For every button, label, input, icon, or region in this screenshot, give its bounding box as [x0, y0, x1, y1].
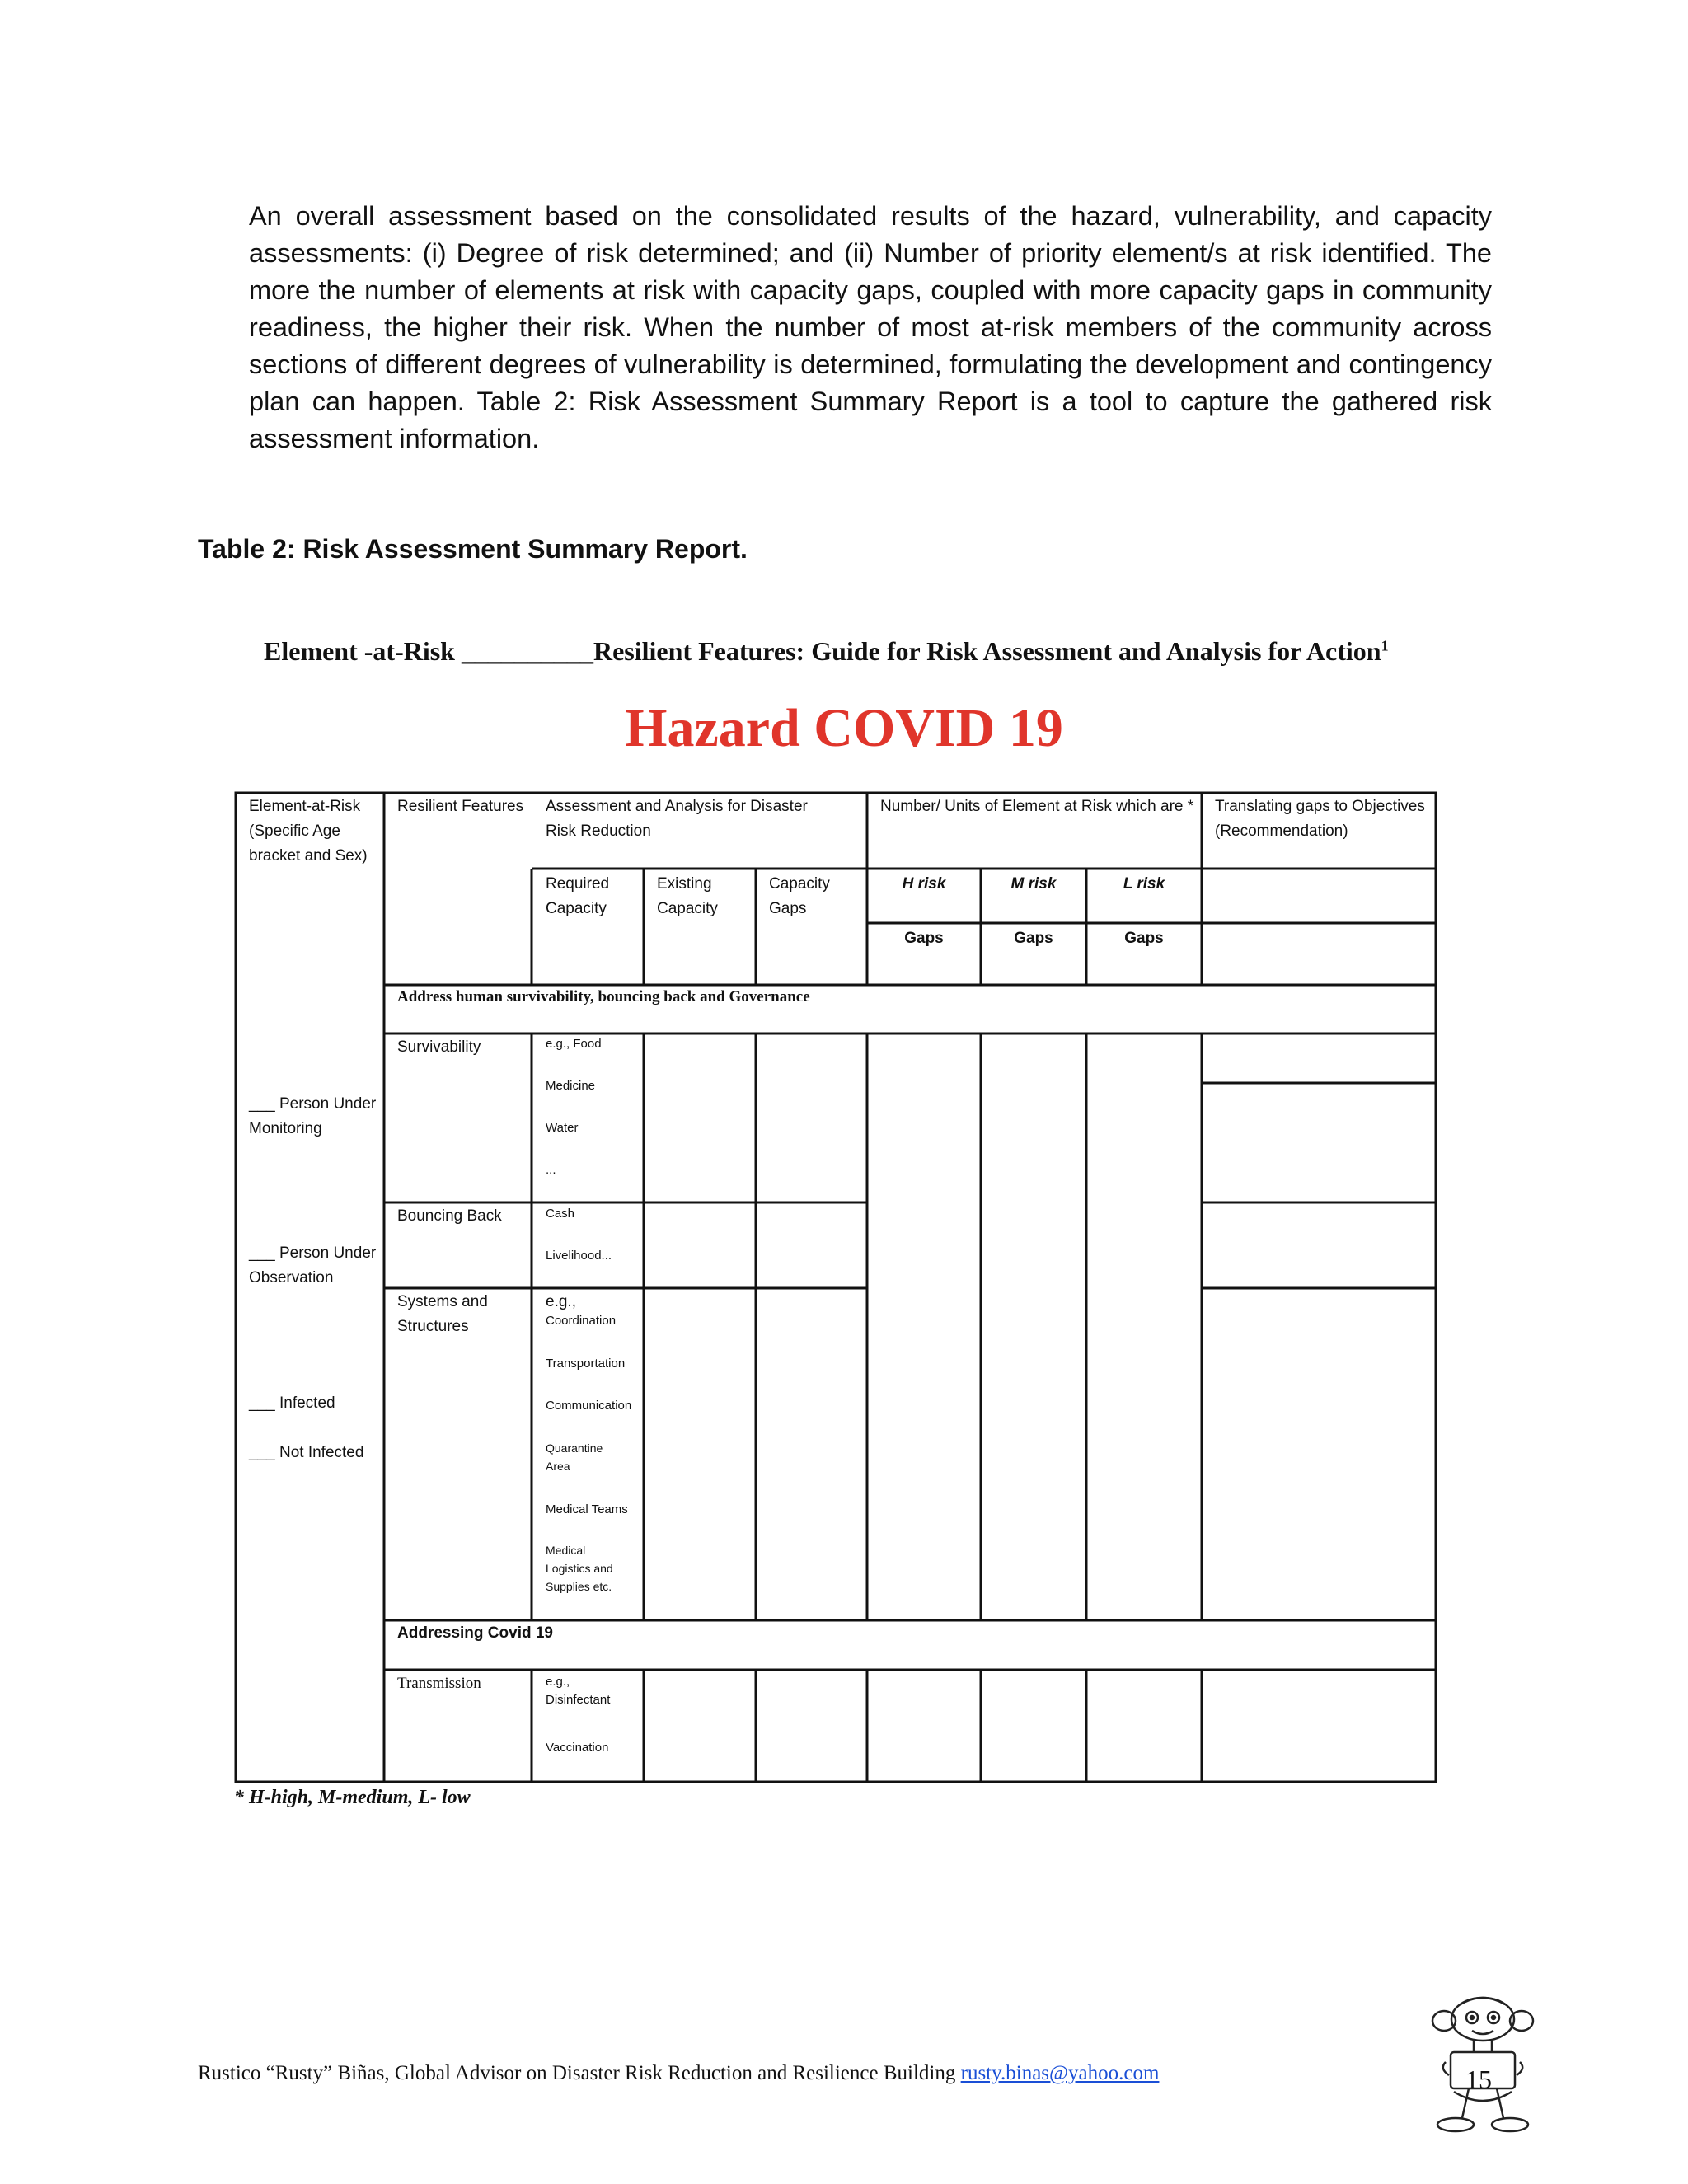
guide-footnote-mark: 1	[1381, 637, 1389, 654]
footer-text: Rustico “Rusty” Biñas, Global Advisor on Disaster Risk Reduction and Resilience Building	[198, 2062, 961, 2084]
survivability-item-medicine: Medicine	[546, 1079, 596, 1093]
header-number-units: Number/ Units of Element at Risk which are *	[880, 798, 1194, 815]
header-translating-gaps: Translating gaps to Objectives (Recommendation)	[1215, 798, 1425, 840]
element-person-under-monitoring: ___ Person Under Monitoring	[249, 1095, 377, 1137]
header-element-at-risk: Element-at-Risk (Specific Age bracket and Sex)	[249, 798, 368, 865]
intro-paragraph: An overall assessment based on the consolidated results of the hazard, vulnerability, and capacity assessments: (i) Degree of risk determined; and (ii) Number of priority element/s at risk identified. The more the number of elements at risk with capacity gaps, coupled with more capacity gaps in community readiness, the higher their risk. When the number of most at-risk members of the community across sections of different degrees of vulnerability is determined, formulating the development and contingency plan can happen. Table 2: Risk Assessment Summary Report is a tool to capture the gathered risk assessment information.	[249, 201, 1492, 453]
feature-systems-structures: Systems and Structures	[397, 1293, 488, 1335]
systems-item-medical-teams: Medical Teams	[546, 1502, 628, 1516]
header-required-capacity: Required Capacity	[546, 875, 610, 917]
page-number: 15	[1465, 2064, 1492, 2094]
feature-transmission: Transmission	[397, 1675, 481, 1692]
header-gaps-l: Gaps	[1124, 930, 1164, 947]
element-person-under-observation: ___ Person Under Observation	[249, 1244, 377, 1286]
element-not-infected: ___ Not Infected	[249, 1444, 364, 1461]
section-header-covid: Addressing Covid 19	[397, 1624, 553, 1642]
systems-item-coordination: Coordination	[546, 1314, 617, 1328]
header-h-risk: H risk	[902, 875, 946, 893]
bouncing-item-cash: Cash	[546, 1207, 575, 1221]
header-assessment: Assessment and Analysis for Disaster Risk Reduction	[546, 798, 808, 840]
survivability-item-more: ...	[546, 1163, 556, 1177]
systems-item-quarantine-area: Quarantine Area	[546, 1441, 603, 1473]
footer-email-link[interactable]: rusty.binas@yahoo.com	[960, 2062, 1160, 2084]
feature-survivability: Survivability	[397, 1038, 481, 1056]
systems-eg: e.g.,	[546, 1293, 576, 1310]
header-resilient-features: Resilient Features	[397, 798, 524, 815]
table-caption: Table 2: Risk Assessment Summary Report.	[198, 534, 748, 564]
page-footer	[198, 2062, 1159, 2085]
transmission-item-disinfectant: e.g., Disinfectant	[546, 1675, 611, 1707]
guide-title-text: Element -at-Risk __________Resilient Features: Guide for Risk Assessment and Analysis for Action	[264, 636, 1381, 666]
bouncing-item-livelihood: Livelihood...	[546, 1249, 612, 1263]
header-capacity-gaps: Capacity Gaps	[769, 875, 830, 917]
hazard-title: Hazard COVID 19	[625, 698, 1063, 758]
section-header-survivability: Address human survivability, bouncing back and Governance	[397, 988, 810, 1005]
systems-item-medical-logistics: Medical Logistics and Supplies etc.	[546, 1544, 613, 1593]
header-gaps-m: Gaps	[1014, 930, 1053, 947]
table-footnote: * H-high, M-medium, L- low	[234, 1787, 471, 1808]
header-gaps-h: Gaps	[904, 930, 944, 947]
header-l-risk: L risk	[1123, 875, 1165, 893]
header-existing-capacity: Existing Capacity	[657, 875, 718, 917]
systems-item-transportation: Transportation	[546, 1357, 626, 1371]
systems-item-communication: Communication	[546, 1399, 632, 1413]
element-infected: ___ Infected	[249, 1394, 335, 1412]
survivability-item-water: Water	[546, 1121, 579, 1135]
transmission-item-vaccination: Vaccination	[546, 1741, 609, 1755]
header-m-risk: M risk	[1010, 875, 1057, 893]
feature-bouncing-back: Bouncing Back	[397, 1207, 502, 1225]
survivability-item-food: e.g., Food	[546, 1037, 602, 1051]
